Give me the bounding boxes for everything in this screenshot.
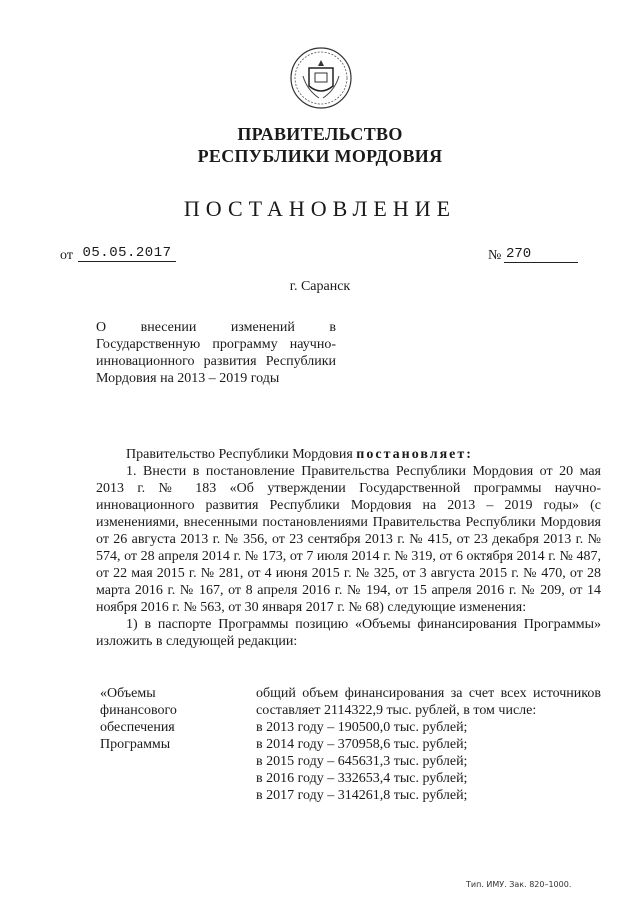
item-1-1: 1) в паспорте Программы позицию «Объемы финансирования Программы» изложить в следующей редакции: (96, 617, 601, 649)
financing-year-2014: в 2014 году – 370958,6 тыс. рублей; (256, 737, 468, 752)
financing-label-line: обеспечения (100, 720, 175, 735)
date-label: от (60, 248, 73, 263)
decree-keyword: постановляет: (356, 447, 473, 462)
financing-year-2013: в 2013 году – 190500,0 тыс. рублей; (256, 720, 468, 735)
coat-of-arms-emblem (289, 46, 353, 110)
document-number: 270 (504, 246, 578, 263)
financing-year-2016: в 2016 году – 332653,4 тыс. рублей; (256, 771, 468, 786)
intro-prefix: Правительство Республики Мордовия (126, 447, 357, 462)
financing-total: общий объем финансирования за счет всех источников составляет 2114322,9 тыс. рублей, в том числе: (256, 686, 601, 718)
date-value: 05.05.2017 (78, 245, 176, 262)
org-name-line2: РЕСПУБЛИКИ МОРДОВИЯ (197, 146, 443, 166)
print-footer: Тип. ИМУ. Зак. 820–1000. (466, 880, 572, 889)
financing-year-2017: в 2017 году – 314261,8 тыс. рублей; (256, 788, 468, 803)
financing-details (256, 685, 601, 804)
document-type-title: ПОСТАНОВЛЕНИЕ (183, 196, 457, 221)
item-1: 1. Внести в постановление Правительства Республики Мордовия от 20 мая 2013 г. № 183 «Об утверждении Государственной программы научно-инновационного развития Республики Мордовия на 2013 – 2019 годы» (с изменениями, внесенными постановлениями Правительства Республики Мордовия от 26 августа 2013 г. № 356, от 23 сентября 2013 г. № 415, от 23 декабря 2013 г. № 574, от 28 апреля 2014 г. № 173, от 7 июля 2014 г. № 319, от 6 октября 2014 г. № 487, от 22 мая 2015 г. № 281, от 4 июня 2015 г. № 325, от 3 августа 2015 г. № 470, от 28 марта 2016 г. № 167, от 8 апреля 2016 г. № 194, от 15 апреля 2016 г. № 209, от 14 ноября 2016 г. № 563, от 30 января 2017 г. № 68) следующие изменения: (96, 464, 601, 615)
decree-subject: О внесении изменений в Государственную программу научно-инновационного развития Республики Мордовия на 2013 – 2019 годы (96, 320, 336, 386)
city-name: г. Саранск (289, 279, 351, 294)
financing-year-2015: в 2015 году – 645631,3 тыс. рублей; (256, 754, 468, 769)
financing-label-line: Программы (100, 737, 171, 752)
financing-label-line: финансового (100, 703, 177, 718)
org-name-line1: ПРАВИТЕЛЬСТВО (237, 124, 403, 144)
financing-label (100, 685, 230, 753)
number-label: № (488, 248, 502, 263)
financing-label-line: «Объемы (100, 686, 156, 701)
decree-intro (96, 446, 601, 463)
decree-body (96, 446, 601, 650)
